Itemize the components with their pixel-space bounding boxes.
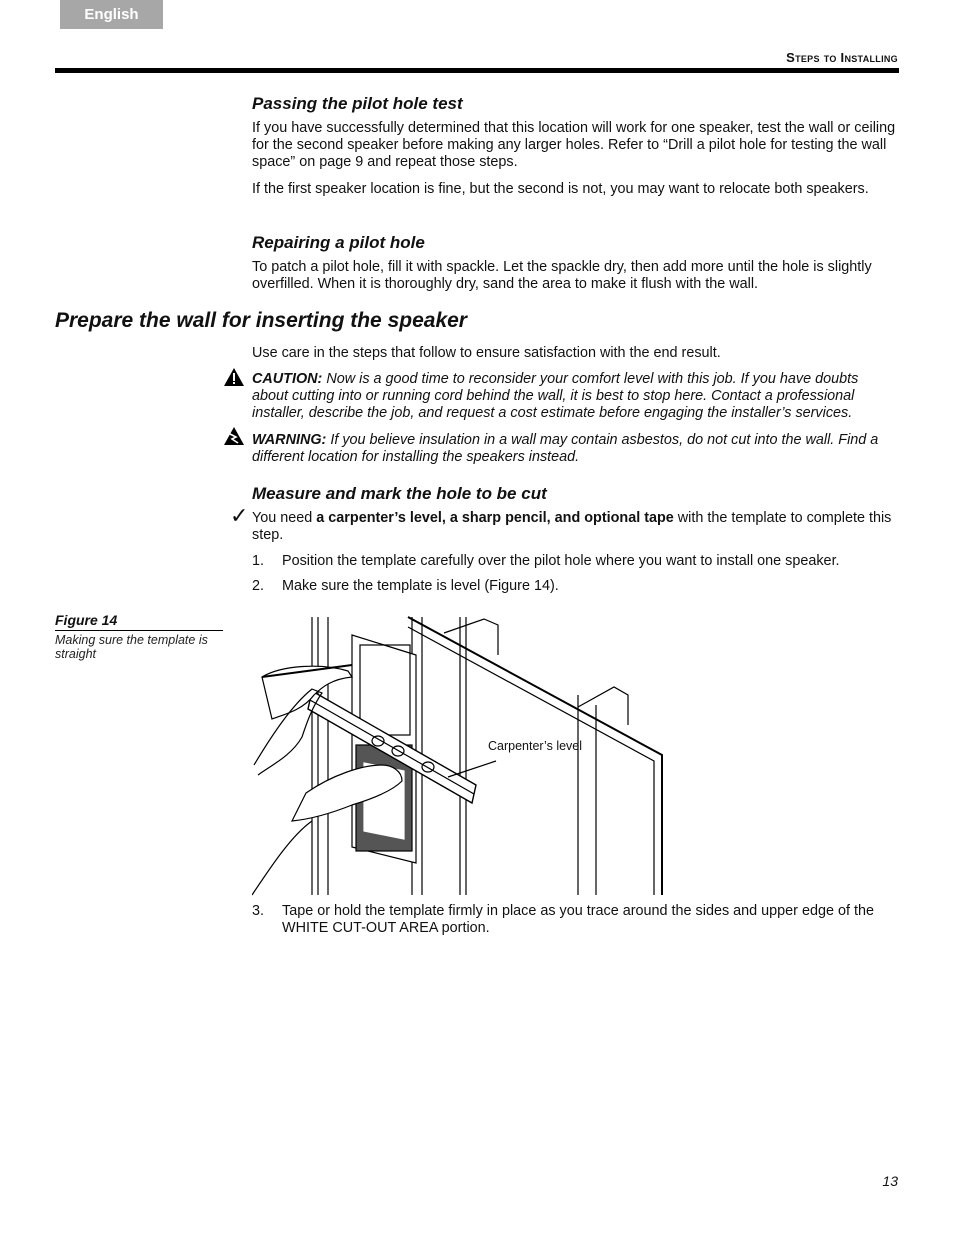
passing-section — [252, 94, 897, 114]
caution-triangle-icon — [223, 367, 245, 387]
tools-list: a carpenter’s level, a sharp pencil, and optional tape — [316, 510, 674, 526]
passing-heading: Passing the pilot hole test — [252, 94, 463, 113]
running-head: Steps to Installing — [786, 50, 898, 65]
step-2 — [252, 578, 897, 595]
figure-label — [55, 612, 223, 661]
electrical-warning-icon — [223, 426, 245, 446]
warning-label: WARNING: — [252, 432, 327, 448]
step-text: Position the template carefully over the pilot hole where you want to install one speaker. — [282, 553, 840, 569]
step-text: Tape or hold the template firmly in place as you trace around the sides and upper edge of the WHITE CUT-OUT AREA portion. — [282, 903, 874, 936]
checkmark-icon: ✓ — [230, 503, 249, 528]
tools-prefix: You need — [252, 510, 317, 526]
passing-paragraph-1: If you have successfully determined that this location will work for one speaker, test the wall or ceiling for the second speaker before making any larger holes. Refer to “Drill a pilot hole for testing the wall space” on page 9 and repeat those steps. — [252, 120, 896, 170]
figure-title: Figure 14 — [55, 612, 223, 631]
step-number: 1. — [252, 553, 265, 569]
passing-paragraph-2: If the first speaker location is fine, but the second is not, you may want to relocate both speakers. — [252, 181, 869, 197]
template-level-illustration — [252, 615, 672, 897]
language-tab: English — [60, 0, 163, 29]
tools-needed — [252, 510, 897, 544]
header-rule — [55, 68, 899, 73]
step-3 — [252, 903, 897, 937]
step-number: 2. — [252, 578, 265, 594]
warning-note — [252, 432, 897, 466]
caution-note — [252, 371, 897, 422]
step-1 — [252, 553, 897, 570]
callout-carpenters-level: Carpenter’s level — [488, 739, 583, 753]
warning-text: If you believe insulation in a wall may contain asbestos, do not cut into the wall. Find a different location for installing the speakers instead. — [252, 432, 879, 465]
step-text: Make sure the template is level (Figure 14). — [282, 578, 559, 594]
figure-caption: Making sure the template is straight — [55, 633, 208, 661]
caution-text: Now is a good time to reconsider your comfort level with this job. If you have doubts about cutting into or running cord behind the wall, it is best to stop here. Contact a professional installer, describe the job, and request a cost estimate before engaging the installer’s services. — [252, 371, 859, 421]
page-number: 13 — [882, 1173, 898, 1189]
repairing-paragraph: To patch a pilot hole, fill it with spackle. Let the spackle dry, then add more until the hole is slightly overfilled. When it is thoroughly dry, sand the area to make it flush with the wall. — [252, 259, 872, 292]
measure-heading: Measure and mark the hole to be cut — [252, 484, 547, 503]
tools-suffix: with the template to complete this step. — [252, 510, 892, 543]
caution-label: CAUTION: — [252, 371, 323, 387]
prepare-heading: Prepare the wall for inserting the speaker — [55, 309, 467, 332]
prepare-intro: Use care in the steps that follow to ensure satisfaction with the end result. — [252, 345, 721, 361]
repairing-heading: Repairing a pilot hole — [252, 233, 425, 252]
step-number: 3. — [252, 903, 265, 919]
